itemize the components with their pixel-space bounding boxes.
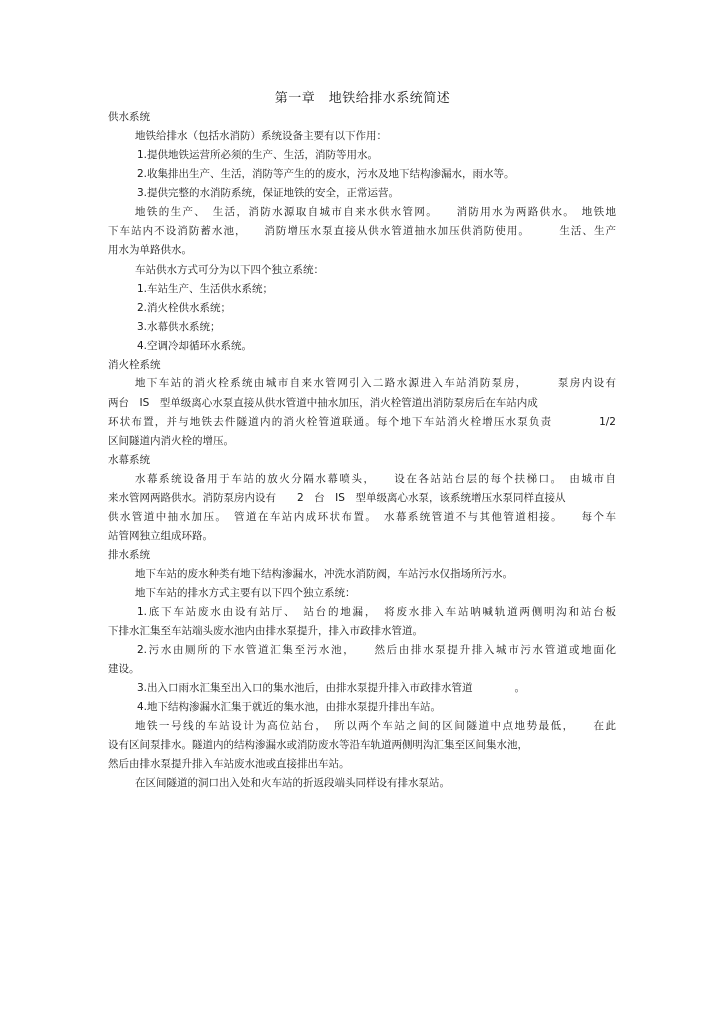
list-item: 3.提供完整的水消防系统，保证地铁的安全，正常运营。 [137, 187, 400, 199]
paragraph-line: 地铁给排水（包括水消防）系统设备主要有以下作用： [135, 130, 387, 142]
paragraph-line: 建设。 [108, 663, 140, 675]
paragraph-line: 站管网独立组成环路。 [108, 530, 213, 542]
paragraph-line: 下排水汇集至车站端头废水池内由排水泵提升，排入市政排水管道。 [108, 625, 423, 637]
list-item: 4.地下结构渗漏水汇集于就近的集水池，由排水泵提升排出车站。 [137, 701, 442, 713]
section-heading-drainage: 排水系统 [108, 549, 150, 561]
paragraph-line: 车站供水方式可分为以下四个独立系统： [135, 264, 324, 276]
list-item: 1.车站生产、生活供水系统； [137, 283, 274, 295]
paragraph-line: 地下车站的排水方式主要有以下四个独立系统： [135, 587, 356, 599]
paragraph-line: 在区间隧道的洞口出入处和火车站的折返段端头同样设有排水泵站。 [135, 777, 450, 789]
section-heading-hydrant: 消火栓系统 [108, 359, 161, 371]
paragraph-line: 下车站内不设消防蓄水池， 消防增压水泵直接从供水管道抽水加压供消防使用。 生活、生产 [108, 225, 616, 237]
paragraph-line: 然后由排水泵提升排入车站废水池或直接排出车站。 [108, 758, 350, 770]
paragraph-line: 用水为单路供水。 [108, 244, 192, 256]
section-heading-water-curtain: 水幕系统 [108, 454, 150, 466]
list-item: 4.空调冷却循环水系统。 [137, 340, 253, 352]
list-item: 2.污水由厕所的下水管道汇集至污水池， 然后由排水泵提升排入城市污水管道或地面化 [137, 644, 616, 656]
paragraph-line: 地铁一号线的车站设计为高位站台， 所以两个车站之间的区间隧道中点地势最低， 在此 [135, 720, 616, 732]
paragraph-line: 设有区间泵排水。隧道内的结构渗漏水或消防废水等沿车轨道两侧明沟汇集至区间集水池， [108, 739, 528, 751]
list-item: 1.提供地铁运营所必须的生产、生活，消防等用水。 [137, 149, 379, 161]
list-item: 3.水幕供水系统； [137, 321, 221, 333]
paragraph-line: 供水管道中抽水加压。 管道在车站内成环状布置。 水幕系统管道不与其他管道相接。 每个车 [108, 511, 616, 523]
paragraph-line: 环状布置，并与地铁去件隧道内的消火栓管道联通。每个地下车站消火栓增压水泵负责 1/2 [108, 416, 616, 428]
paragraph-line: 地下车站的废水种类有地下结构渗漏水，冲洗水消防阀，车站污水仅指场所污水。 [135, 568, 513, 580]
list-item: 3.出入口雨水汇集至出入口的集水池后，由排水泵提升排入市政排水管道 。 [137, 682, 526, 694]
list-item: 2.消火栓供水系统； [137, 302, 232, 314]
chapter-title: 第一章 地铁给排水系统简述 [274, 91, 451, 106]
list-item: 1.底下车站废水由设有站厅、 站台的地漏， 将废水排入车站呐喊轨道两侧明沟和站台板 [137, 606, 616, 618]
paragraph-line: 来水管网两路供水。消防泵房内设有 2 台 IS 型单级离心水泵，该系统增压水泵同样直接从 [108, 492, 566, 504]
section-heading-water-supply: 供水系统 [108, 111, 150, 123]
paragraph-line: 地铁的生产、 生活，消防水源取自城市自来水供水管网。 消防用水为两路供水。 地铁地 [135, 206, 616, 218]
paragraph-line: 地下车站的消火栓系统由城市自来水管网引入二路水源进入车站消防泵房， 泵房内设有 [135, 377, 616, 389]
list-item: 2.收集排出生产、生活，消防等产生的的废水，污水及地下结构渗漏水，雨水等。 [137, 168, 515, 180]
paragraph-line: 水幕系统设备用于车站的放火分隔水幕喷头， 设在各站站台层的每个扶梯口。 由城市自 [135, 473, 616, 485]
paragraph-line: 区间隧道内消火栓的增压。 [108, 435, 234, 447]
paragraph-line: 两台 IS 型单级离心水泵直接从供水管道中抽水加压，消火栓管道出消防泵房后在车站内成 [108, 397, 538, 409]
